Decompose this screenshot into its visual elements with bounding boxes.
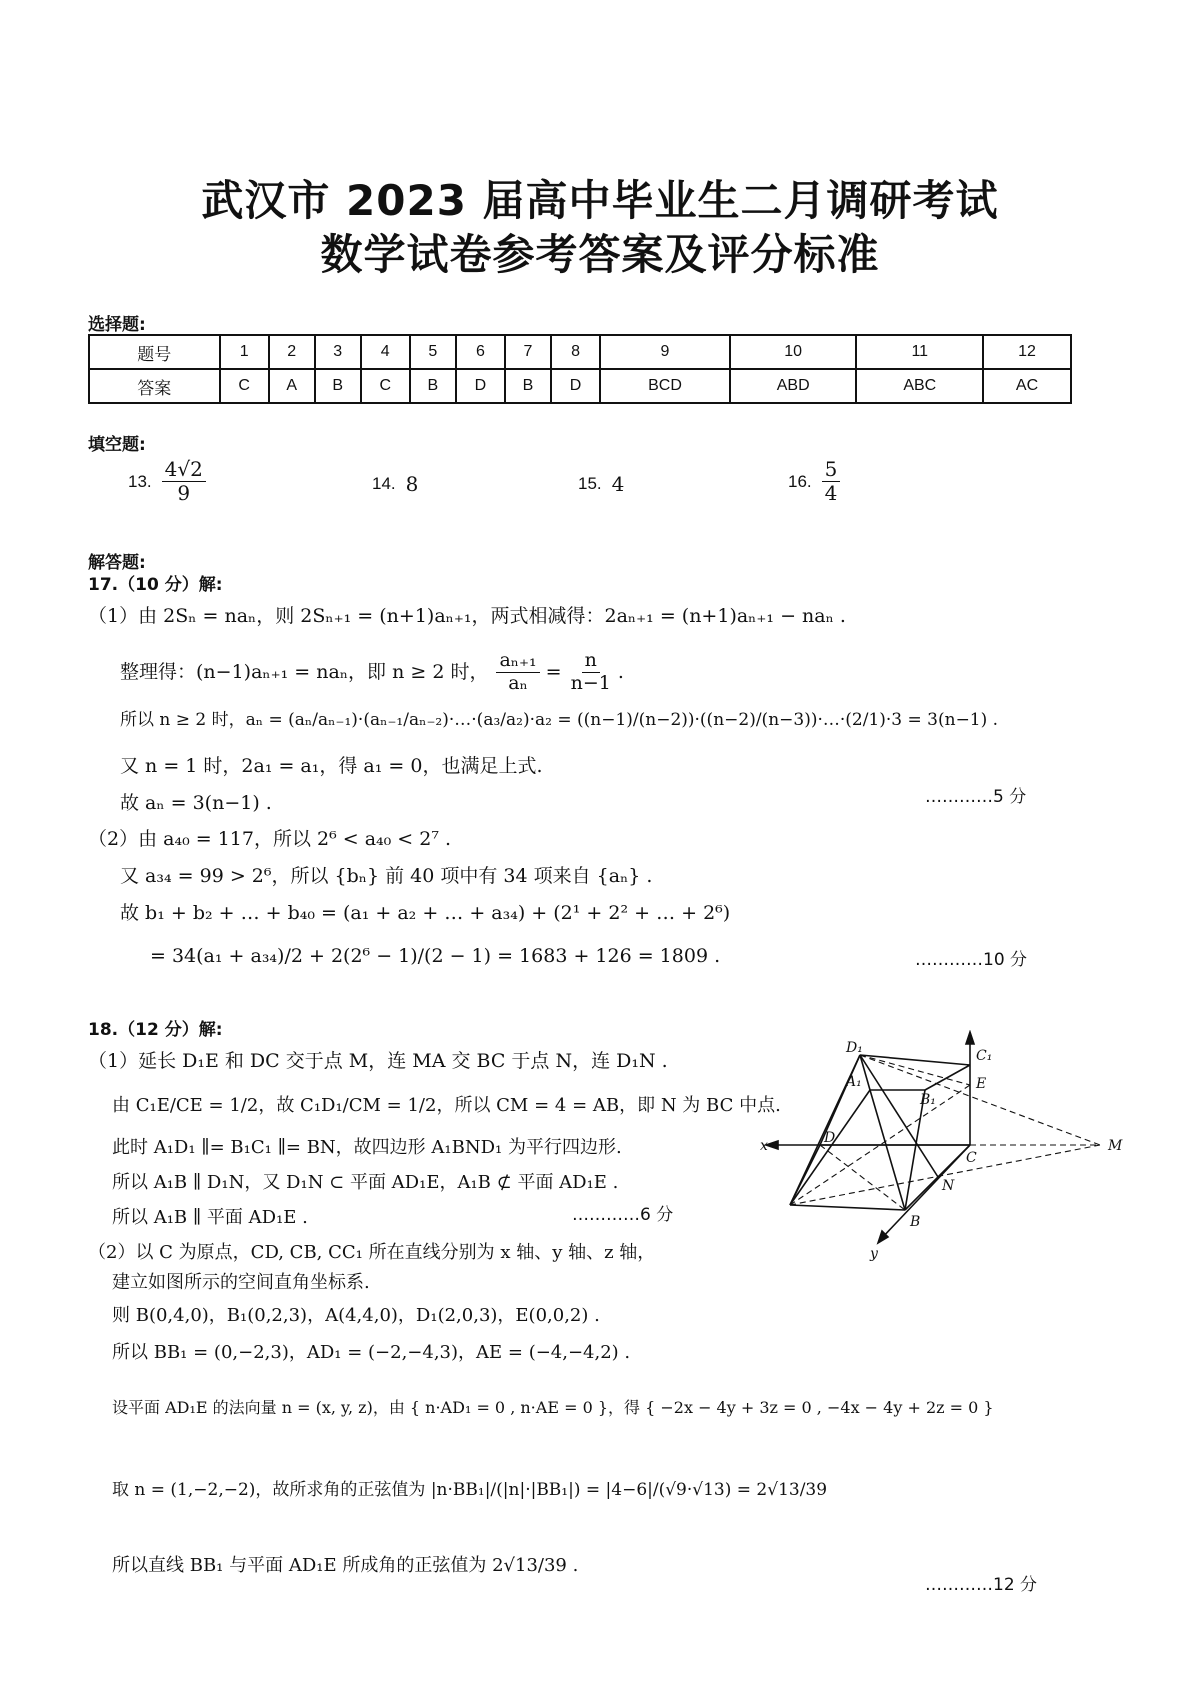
q17-part1-line5: 故 aₙ = 3(n−1) . bbox=[120, 792, 272, 814]
score-marker: …………6 分 bbox=[572, 1205, 674, 1225]
label-b1: B₁ bbox=[920, 1092, 936, 1108]
answer-cell: D bbox=[456, 369, 505, 403]
q17-part1-line1: （1）由 2Sₙ = naₙ，则 2Sₙ₊₁ = (n+1)aₙ₊₁，两式相减得：2aₙ₊₁ = (n+1)aₙ₊₁ − naₙ . bbox=[88, 605, 846, 627]
question-number-cell: 1 bbox=[220, 335, 269, 369]
question-number: 13. bbox=[128, 471, 152, 491]
edge-a1a bbox=[790, 1090, 870, 1205]
score-marker: …………10 分 bbox=[915, 950, 1028, 970]
label-c1: C₁ bbox=[976, 1048, 993, 1064]
numerator: 5 bbox=[822, 458, 841, 482]
answer-cell: C bbox=[361, 369, 410, 403]
label-c: C bbox=[966, 1150, 977, 1166]
answer-cell: B bbox=[505, 369, 551, 403]
denominator: n−1 bbox=[570, 671, 611, 694]
question-number: 14. bbox=[372, 474, 396, 493]
q18-part2-line1: （2）以 C 为原点，CD, CB, CC₁ 所在直线分别为 x 轴、y 轴、z 轴， bbox=[88, 1242, 656, 1263]
score-marker: …………12 分 bbox=[925, 1575, 1038, 1595]
numerator: 4√2 bbox=[162, 458, 206, 482]
fraction bbox=[822, 458, 841, 505]
answer-header: 答案 bbox=[89, 369, 220, 403]
answer-cell: A bbox=[269, 369, 315, 403]
question-number-cell: 5 bbox=[410, 335, 456, 369]
q18-part2-line3: 则 B(0,4,0)，B₁(0,2,3)，A(4,4,0)，D₁(2,0,3)，E(0,0,2) . bbox=[112, 1305, 600, 1326]
edge-a1b bbox=[870, 1090, 905, 1210]
q17-part2-line4: = 34(a₁ + a₃₄)/2 + 2(2⁶ − 1)/(2 − 1) = 1683 + 126 = 1809 . bbox=[150, 945, 721, 967]
segment-d1n bbox=[860, 1055, 938, 1177]
fraction bbox=[496, 650, 539, 695]
page-title-line-2: 数学试卷参考答案及评分标准 bbox=[320, 230, 880, 279]
segment-am bbox=[790, 1145, 1100, 1205]
q18-heading: 18.（12 分）解: bbox=[88, 1020, 223, 1040]
denominator: aₙ bbox=[508, 671, 528, 694]
edge-b1c1 bbox=[925, 1065, 970, 1090]
answer-table bbox=[88, 334, 1072, 404]
question-number-cell: 2 bbox=[269, 335, 315, 369]
question-number-cell: 7 bbox=[505, 335, 551, 369]
question-number: 16. bbox=[788, 471, 812, 491]
q18-part2-line4: 所以 BB₁ = (0,−2,3)，AD₁ = (−2,−4,3)，AE = (−4,−4,2) . bbox=[112, 1342, 631, 1363]
q17-part1-line4: 又 n = 1 时，2a₁ = a₁，得 a₁ = 0，也满足上式. bbox=[120, 755, 543, 777]
q18-part2-line7: 所以直线 BB₁ 与平面 AD₁E 所成角的正弦值为 2√13/39 . bbox=[112, 1555, 579, 1576]
answer-row bbox=[89, 369, 1071, 403]
q18-part1-line1: （1）延长 D₁E 和 DC 交于点 M，连 MA 交 BC 于点 N，连 D₁N . bbox=[88, 1050, 668, 1072]
q17-part1-line2 bbox=[120, 650, 624, 695]
label-e: E bbox=[976, 1076, 987, 1092]
score-marker: …………5 分 bbox=[925, 787, 1027, 807]
question-number-cell: 10 bbox=[730, 335, 857, 369]
question-number: 15. bbox=[578, 474, 602, 493]
page-title-line-1: 武汉市 2023 届高中毕业生二月调研考试 bbox=[201, 176, 999, 225]
label-x: x bbox=[760, 1138, 768, 1154]
answer-value: 4 bbox=[611, 472, 625, 496]
fill-in-label: 填空题: bbox=[88, 435, 146, 455]
period: . bbox=[617, 660, 624, 683]
q17-part1-line3: 所以 n ≥ 2 时，aₙ = (aₙ/aₙ₋₁)·(aₙ₋₁/aₙ₋₂)·…·(a₃/a₂)·a₂ = ((n−1)/(n−2))·((n−2)/(n−3))·…·(2/1)·3 = 3(n−1) . bbox=[120, 710, 999, 730]
text: 整理得：(n−1)aₙ₊₁ = naₙ，即 n ≥ 2 时， bbox=[120, 660, 489, 683]
multiple-choice-label: 选择题: bbox=[88, 315, 146, 335]
question-number-cell: 4 bbox=[361, 335, 410, 369]
answer-cell: ABD bbox=[730, 369, 857, 403]
q18-part2-line2: 建立如图所示的空间直角坐标系. bbox=[112, 1272, 370, 1293]
equals-sign: = bbox=[545, 660, 562, 683]
free-response-label: 解答题: bbox=[88, 553, 146, 573]
label-b: B bbox=[910, 1214, 921, 1230]
extension-d1m bbox=[860, 1055, 1100, 1145]
question-number-cell: 12 bbox=[983, 335, 1071, 369]
denominator: 9 bbox=[177, 481, 191, 505]
question-number-row bbox=[89, 335, 1071, 369]
fill-answer-14 bbox=[372, 472, 418, 496]
z-axis-arrow bbox=[966, 1032, 974, 1044]
label-n: N bbox=[942, 1178, 955, 1194]
fill-answer-13 bbox=[128, 458, 206, 505]
answer-cell: AC bbox=[983, 369, 1071, 403]
numerator: n bbox=[582, 650, 600, 673]
q17-part2-line3: 故 b₁ + b₂ + … + b₄₀ = (a₁ + a₂ + … + a₃₄) + (2¹ + 2² + … + 2⁶) bbox=[120, 902, 731, 924]
q18-part1-line4: 所以 A₁B ∥ D₁N，又 D₁N ⊂ 平面 AD₁E，A₁B ⊄ 平面 AD₁E . bbox=[112, 1172, 619, 1193]
label-m: M bbox=[1108, 1138, 1123, 1154]
question-number-cell: 3 bbox=[315, 335, 361, 369]
q17-part2-line2: 又 a₃₄ = 99 > 2⁶，所以 {bₙ} 前 40 项中有 34 项来自 {aₙ} . bbox=[120, 865, 653, 887]
answer-cell: D bbox=[551, 369, 600, 403]
question-number-cell: 8 bbox=[551, 335, 600, 369]
q18-part1-line2: 由 C₁E/CE = 1/2，故 C₁D₁/CM = 1/2，所以 CM = 4 = AB，即 N 为 BC 中点. bbox=[112, 1095, 781, 1116]
fill-answer-15 bbox=[578, 472, 624, 496]
q18-part2-line5: 设平面 AD₁E 的法向量 n = (x, y, z)，由 { n·AD₁ = 0 , n·AE = 0 }，得 { −2x − 4y + 3z = 0 , −4x − 4y + 2z = 0 } bbox=[112, 1398, 994, 1417]
q17-part2-line1: （2）由 a₄₀ = 117，所以 2⁶ < a₄₀ < 2⁷ . bbox=[88, 828, 452, 850]
question-number-cell: 6 bbox=[456, 335, 505, 369]
numerator: aₙ₊₁ bbox=[496, 650, 539, 673]
fraction bbox=[162, 458, 206, 505]
label-d: D bbox=[824, 1130, 836, 1146]
edge-d1c1 bbox=[860, 1055, 970, 1065]
answer-cell: B bbox=[315, 369, 361, 403]
fraction bbox=[568, 650, 614, 695]
q18-part2-line6: 取 n = (1,−2,−2)，故所求角的正弦值为 |n·BB₁|/(|n|·|BB₁|) = |4−6|/(√9·√13) = 2√13/39 bbox=[112, 1480, 828, 1500]
question-number-cell: 9 bbox=[600, 335, 730, 369]
segment-db bbox=[820, 1145, 905, 1210]
label-a1: A₁ bbox=[846, 1074, 862, 1090]
label-d1: D₁ bbox=[846, 1040, 863, 1056]
answer-cell: BCD bbox=[600, 369, 730, 403]
denominator: 4 bbox=[824, 481, 838, 505]
label-y: y bbox=[870, 1246, 878, 1262]
answer-cell: B bbox=[410, 369, 456, 403]
question-number-header: 题号 bbox=[89, 335, 220, 369]
q17-heading: 17.（10 分）解: bbox=[88, 575, 223, 595]
q18-part1-line3: 此时 A₁D₁ ∥= B₁C₁ ∥= BN，故四边形 A₁BND₁ 为平行四边形. bbox=[112, 1137, 622, 1158]
question-number-cell: 11 bbox=[856, 335, 983, 369]
answer-cell: C bbox=[220, 369, 269, 403]
fill-answer-16 bbox=[788, 458, 840, 505]
edge-ab bbox=[790, 1205, 905, 1210]
q18-part1-line5: 所以 A₁B ∥ 平面 AD₁E . bbox=[112, 1207, 308, 1228]
answer-value: 8 bbox=[405, 472, 419, 496]
prism-coordinate-figure bbox=[760, 1030, 1140, 1275]
answer-cell: ABC bbox=[856, 369, 983, 403]
